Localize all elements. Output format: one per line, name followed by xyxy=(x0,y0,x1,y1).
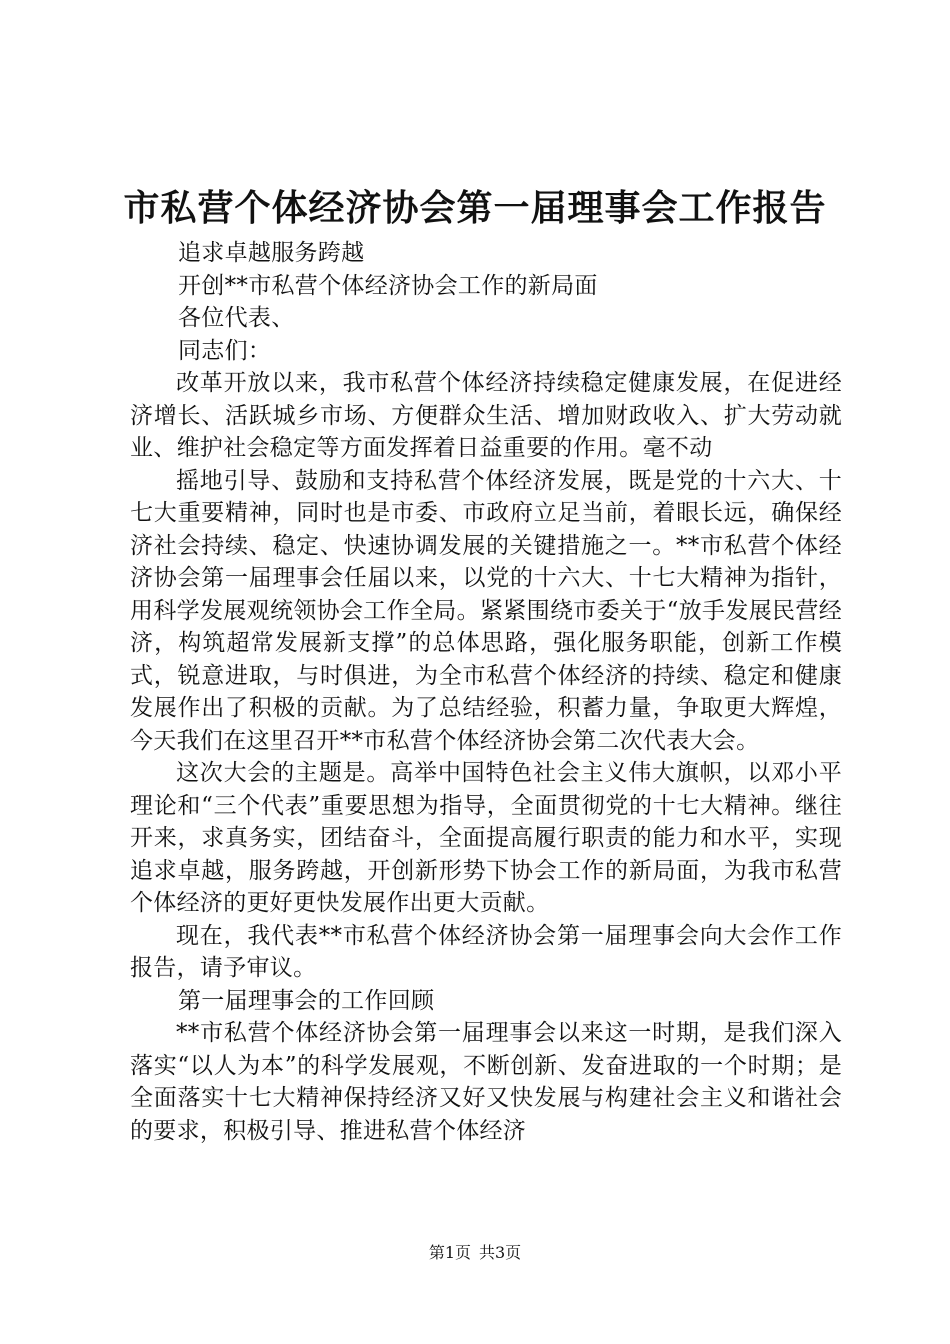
page-total: 共3页 xyxy=(479,1243,522,1262)
salutation-line-1: 各位代表、 xyxy=(178,305,295,331)
paragraph-theme: 这次大会的主题是。高举中国特色社会主义伟大旗帜，以邓小平理论和“三个代表”重要思想为指导，全面贯彻党的十七大精神。继往开来，求真务实，团结奋斗，全面提高履行职责的能力和水平，实现追求卓越，服务跨越，开创新形势下协会工作的新局面，为我市私营个体经济的更好更快发展作出更大贡献。 xyxy=(130,760,842,916)
paragraph-intro: 改革开放以来，我市私营个体经济持续稳定健康发展，在促进经济增长、活跃城乡市场、方便群众生活、增加财政收入、扩大劳动就业、维护社会稳定等方面发挥着日益重要的作用。毫不动 xyxy=(130,370,842,461)
document-body xyxy=(130,237,842,1147)
page-footer xyxy=(0,1242,950,1264)
subtitle-line-2: 开创**市私营个体经济协会工作的新局面 xyxy=(178,272,598,299)
paragraph-review: **市私营个体经济协会第一届理事会以来这一时期，是我们深入落实“以人为本”的科学发展观，不断创新、发奋进取的一个时期；是全面落实十七大精神保持经济又好又快发展与构建社会主义和谐社会的要求，积极引导、推进私营个体经济 xyxy=(130,1020,842,1144)
page-number: 第1页 xyxy=(428,1243,471,1262)
paragraph-support: 摇地引导、鼓励和支持私营个体经济发展，既是党的十六大、十七大重要精神，同时也是市委、市政府立足当前，着眼长远，确保经济社会持续、稳定、快速协调发展的关键措施之一。**市私营个体经济协会第一届理事会任届以来，以党的十六大、十七大精神为指针，用科学发展观统领协会工作全局。紧紧围绕市委关于“放手发展民营经济，构筑超常发展新支撑”的总体思路，强化服务职能，创新工作模式，锐意进取，与时俱进，为全市私营个体经济的持续、稳定和健康发展作出了积极的贡献。为了总结经验，积蓄力量，争取更大辉煌，今天我们在这里召开**市私营个体经济协会第二次代表大会。 xyxy=(130,467,842,754)
paragraph-report: 现在，我代表**市私营个体经济协会第一届理事会向大会作工作报告，请予审议。 xyxy=(130,922,842,981)
subtitle-line-1: 追求卓越服务跨越 xyxy=(178,240,365,266)
section-heading: 第一届理事会的工作回顾 xyxy=(178,987,435,1014)
salutation-line-2: 同志们： xyxy=(178,337,272,364)
document-title: 市私营个体经济协会第一届理事会工作报告 xyxy=(123,187,827,229)
